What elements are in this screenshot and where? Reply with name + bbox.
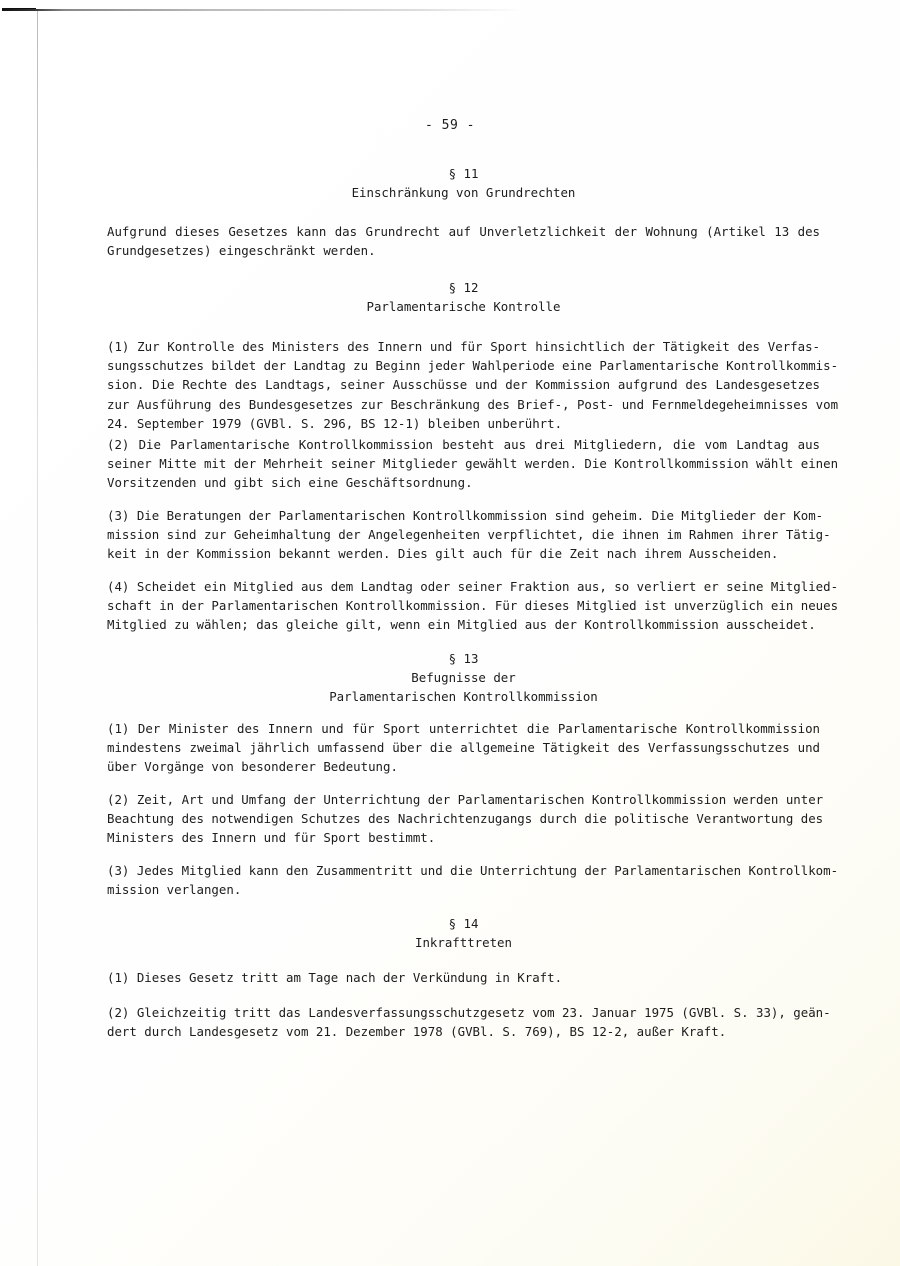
paragraph-line: mission sind zur Geheimhaltung der Angelegenheiten verpflichtet, die ihnen im Rahmen ihrer Tätig- bbox=[107, 527, 831, 543]
section-title: Parlamentarische Kontrolle bbox=[366, 299, 561, 314]
paragraph-line: mission verlangen. bbox=[107, 882, 242, 898]
section-title: Inkrafttreten bbox=[415, 935, 512, 950]
section-symbol: § 13 bbox=[448, 651, 479, 666]
section-title: Einschränkung von Grundrechten bbox=[351, 185, 576, 200]
paragraph-line: über Vorgänge von besonderer Bedeutung. bbox=[107, 759, 398, 775]
paragraph-line: Ministers des Innern und für Sport bestimmt. bbox=[107, 830, 436, 846]
paragraph-line: sungsschutzes bildet der Landtag zu Beginn jeder Wahlperiode eine Parlamentarische Kontrollkommis- bbox=[107, 358, 839, 374]
paragraph-line: keit in der Kommission bekannt werden. Dies gilt auch für die Zeit nach ihrem Ausscheiden. bbox=[107, 546, 779, 562]
paragraph-line: zur Ausführung des Bundesgesetzes zur Beschränkung des Brief-, Post- und Fernmeldegeheimnisses vom bbox=[107, 396, 839, 412]
section-13-heading bbox=[107, 649, 820, 706]
paragraph-line: Vorsitzenden und gibt sich eine Geschäftsordnung. bbox=[107, 475, 473, 491]
section-14-heading bbox=[107, 914, 820, 952]
section-11-heading bbox=[107, 164, 820, 202]
section-12-paragraph-4 bbox=[107, 577, 839, 635]
paragraph-line: (2) Gleichzeitig tritt das Landesverfassungsschutzgesetz vom 23. Januar 1975 (GVBl. S. 33), geän- bbox=[107, 1005, 831, 1020]
section-13-paragraph-1 bbox=[107, 719, 820, 777]
paragraph-line: (2) Die Parlamentarische Kontrollkommission besteht aus drei Mitgliedern, die vom Landtag aus bbox=[107, 437, 820, 452]
section-symbol: § 12 bbox=[448, 280, 479, 295]
section-13-paragraph-2 bbox=[107, 790, 824, 848]
paragraph-line: (4) Scheidet ein Mitglied aus dem Landtag oder seiner Fraktion aus, so verliert er seine Mitglied- bbox=[107, 579, 839, 594]
paragraph-line: seiner Mitte mit der Mehrheit seiner Mitglieder gewählt werden. Die Kontrollkommission wählt einen bbox=[107, 456, 839, 472]
paragraph-line: schaft in der Parlamentarischen Kontrollkommission. Für dieses Mitglied ist unverzüglich ein neues bbox=[107, 598, 839, 614]
paragraph-line: (1) Zur Kontrolle des Ministers des Innern und für Sport hinsichtlich der Tätigkeit des Verfas- bbox=[107, 339, 820, 354]
scan-top-edge-line bbox=[2, 9, 522, 11]
paragraph-line: (1) Der Minister des Innern und für Sport unterrichtet die Parlamentarische Kontrollkommission bbox=[107, 721, 820, 736]
paragraph-line: (3) Die Beratungen der Parlamentarischen Kontrollkommission sind geheim. Die Mitglieder der Kom- bbox=[107, 508, 824, 523]
paragraph-line: sion. Die Rechte des Landtags, seiner Ausschüsse und der Kommission aufgrund des Landesgesetzes bbox=[107, 377, 820, 393]
paragraph-line: 24. September 1979 (GVBl. S. 296, BS 12-1) bleiben unberührt. bbox=[107, 415, 563, 431]
section-13-paragraph-3 bbox=[107, 861, 839, 899]
section-symbol: § 11 bbox=[448, 166, 479, 181]
page-number: - 59 - bbox=[425, 118, 475, 133]
paragraph-line: Aufgrund dieses Gesetzes kann das Grundrecht auf Unverletzlichkeit der Wohnung (Artikel 13 des bbox=[107, 224, 820, 239]
paragraph-line: Beachtung des notwendigen Schutzes des Nachrichtenzugangs durch die politische Verantwortung des bbox=[107, 811, 824, 827]
section-12-heading bbox=[107, 278, 820, 316]
paragraph-line: (2) Zeit, Art und Umfang der Unterrichtung der Parlamentarischen Kontrollkommission werden unter bbox=[107, 792, 824, 807]
paragraph-line: (3) Jedes Mitglied kann den Zusammentritt und die Unterrichtung der Parlamentarischen Kontrollkom- bbox=[107, 863, 839, 878]
section-14-paragraph-2 bbox=[107, 1003, 831, 1041]
section-title: Parlamentarischen Kontrollkommission bbox=[329, 689, 598, 704]
section-12-paragraph-3 bbox=[107, 506, 831, 564]
section-11-paragraph bbox=[107, 222, 820, 260]
scan-left-edge-line bbox=[37, 11, 38, 1266]
paragraph-line: Grundgesetzes) eingeschränkt werden. bbox=[107, 243, 376, 259]
paragraph-line: Mitglied zu wählen; das gleiche gilt, wenn ein Mitglied aus der Kontrollkommission ausscheidet. bbox=[107, 617, 816, 633]
section-12-paragraph-1 bbox=[107, 337, 839, 433]
section-title: Befugnisse der bbox=[411, 670, 516, 685]
section-14-paragraph-1 bbox=[107, 968, 820, 987]
paragraph-line: (1) Dieses Gesetz tritt am Tage nach der Verkündung in Kraft. bbox=[107, 970, 563, 985]
paragraph-line: dert durch Landesgesetz vom 21. Dezember 1978 (GVBl. S. 769), BS 12-2, außer Kraft. bbox=[107, 1024, 727, 1040]
section-12-paragraph-2 bbox=[107, 435, 839, 493]
section-symbol: § 14 bbox=[448, 916, 479, 931]
paragraph-line: mindestens zweimal jährlich umfassend über die allgemeine Tätigkeit des Verfassungsschutzes und bbox=[107, 740, 820, 756]
